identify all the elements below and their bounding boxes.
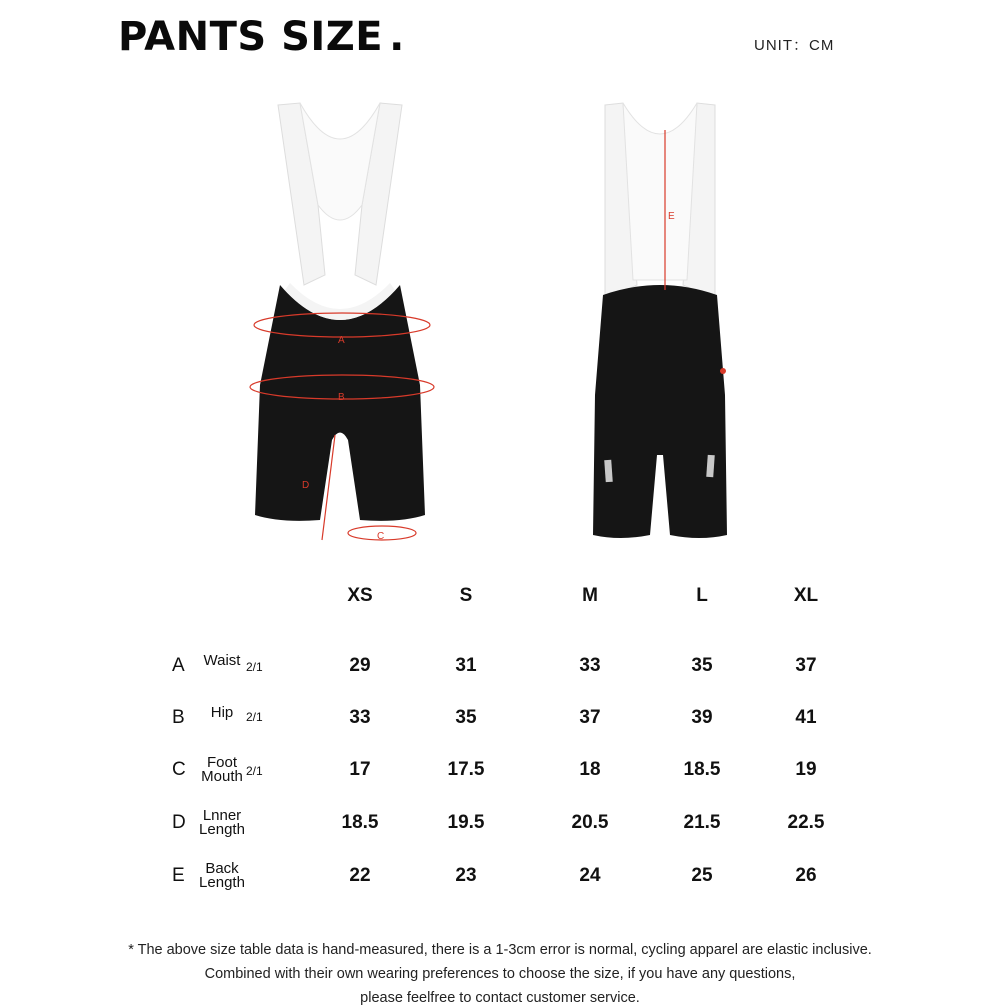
table-cell: 19.5 — [447, 812, 485, 833]
size-header-s: S — [459, 585, 473, 606]
row-label: Lnner Length — [199, 807, 245, 838]
table-cell: 29 — [349, 655, 371, 676]
table-cell: 20.5 — [571, 812, 609, 833]
table-cell: 18.5 — [683, 759, 721, 780]
table-cell: 18 — [579, 759, 601, 780]
row-label: Foot Mouth — [201, 754, 243, 785]
row-letter: A — [172, 655, 185, 676]
row-letter: B — [172, 707, 185, 728]
table-cell: 41 — [795, 707, 817, 728]
table-cell: 37 — [579, 707, 601, 728]
size-header-xl: XL — [793, 585, 819, 606]
row-letter: E — [172, 865, 185, 886]
row-label: Waist — [203, 652, 241, 669]
footnote-line-2: Combined with their own wearing preferences to choose the size, if you have any questions, — [204, 966, 796, 982]
table-cell: 23 — [455, 865, 477, 886]
table-row-foot-mouth — [160, 751, 860, 791]
table-row-inner-length — [160, 804, 860, 844]
measure-label-b: B — [338, 392, 345, 403]
measure-label-d: D — [302, 480, 310, 491]
table-cell: 31 — [455, 655, 477, 676]
bib-shorts-back-image — [575, 95, 745, 550]
row-label: Back Length — [199, 860, 245, 891]
measure-label-a: A — [338, 335, 345, 346]
row-letter: D — [172, 812, 186, 833]
table-cell: 21.5 — [683, 812, 721, 833]
table-cell: 26 — [795, 865, 817, 886]
table-cell: 22 — [349, 865, 371, 886]
table-cell: 35 — [455, 707, 477, 728]
table-cell: 25 — [691, 865, 713, 886]
row-label-sub: 2/1 — [246, 710, 263, 724]
footnote-line-1: * The above size table data is hand-measured, there is a 1-3cm error is normal, cycling apparel are elastic inclusive. — [128, 942, 872, 958]
table-cell: 17 — [349, 759, 371, 780]
table-cell: 22.5 — [787, 812, 825, 833]
row-label: Hip — [210, 704, 234, 721]
table-row-hip — [160, 699, 860, 739]
measure-label-e: E — [668, 211, 675, 222]
table-cell: 35 — [691, 655, 713, 676]
table-cell: 17.5 — [447, 759, 485, 780]
page-title: PANTS SIZE . — [118, 14, 405, 60]
footnote-line-3: please feelfree to contact customer service. — [360, 990, 640, 1006]
row-label-sub: 2/1 — [246, 660, 263, 674]
bib-shorts-front-image — [240, 95, 440, 550]
row-letter: C — [172, 759, 186, 780]
size-header-m: M — [582, 585, 598, 606]
table-cell: 33 — [349, 707, 371, 728]
table-cell: 37 — [795, 655, 817, 676]
table-cell: 18.5 — [341, 812, 379, 833]
row-label-sub: 2/1 — [246, 764, 263, 778]
table-row-waist — [160, 647, 860, 687]
table-cell: 19 — [795, 759, 817, 780]
size-header-xs: XS — [347, 585, 373, 606]
table-cell: 33 — [579, 655, 601, 676]
table-cell: 39 — [691, 707, 713, 728]
table-cell: 24 — [579, 865, 601, 886]
unit-label: UNIT：CM — [754, 37, 835, 54]
table-row-back-length — [160, 857, 860, 897]
size-header-l: L — [696, 585, 708, 606]
measure-label-c: C — [377, 531, 385, 542]
